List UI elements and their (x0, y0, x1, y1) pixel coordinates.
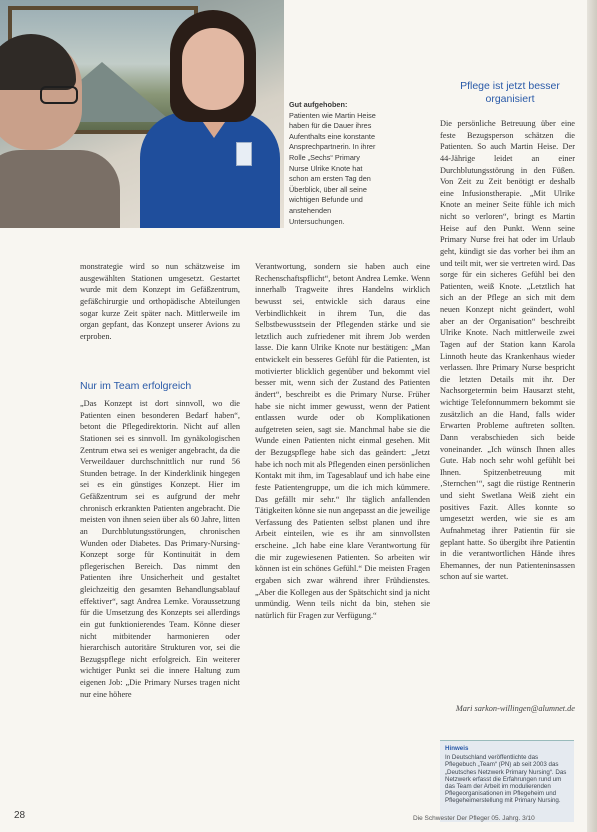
nurse-face (182, 28, 244, 110)
paragraph: Die persönliche Betreuung über eine feste Bezugsperson schätzen die Patienten. So auch Martin Heise. Der 44-Jährige leidet an einer Durchblutungsstörung in den Füßen. Von Zeit zu Zeit benötigt er deshalb eine Infusionstherapie. „Mit Ulrike Knote an meiner Seite fühle ich mich nicht so verloren“, bringt es Martin Heise auf den Punkt. Wenn seine Primary Nurse frei hat oder im Urlaub geht, kündigt sie das vorher bei ihm an und teilt mit, wer sie vertreten wird. Das sorge für ein sicheres Gefühl bei den Patienten, weiß Knote. „Letztlich hat sich an der Pflege an sich mit dem neuen Konzept nicht geändert, wohl aber an der Organisation“ beschreibt Ulrike Knote. Nach mittlerweile zwei Tagen auf der Station kann Karola Linnoth heute das Krankenhaus wieder verlassen. Ihre Primary Nurse bespricht die letzten Details mit ihr. Der Nachsorgetermin beim Hausarzt steht, wichtige Telefonnummern bekommt sie zusätzlich an die Hand, falls wider Erwarten Probleme auftreten sollten. Dann verabschieden sich beide voneinander. „Ich wünsch Ihnen alles Gute. Hab noch sehr wohl gefühlt bei Ihnen. Spitzenbetreuung mit ‚Sternchen‘“, sagt die rüstige Rentnerin und sieht Swetlana Weiß zieht ein positives Fazit. Alles konnte so umgesetzt werden, wie sie es am Aufnahmetag ihrer Patientin für sie geplant hatte. So übergibt ihre Patientin in die verantwortlichen Hände ihres Ehemannes, der nun Patienteninsassen schon auf sie wartet. (440, 119, 575, 582)
column-1-body (80, 398, 240, 700)
section-heading-right: Pflege ist jetzt besser organisiert (460, 80, 560, 105)
paragraph: Verantwortung, sondern sie haben auch eine Rechenschaftspflicht“, betont Andrea Lemke. Wenn innerhalb Tragweite ihres Handelns wirklich bewusst sei, entwickle sich daraus eine Verbindlichkeit in ihrem Tun, die das Selbstbewusstsein der Pflegenden stärke und sie letztlich auch zufriedener mit ihrem Job werden lasse. Die kann Ulrike Knote nur bestätigen: „Man entwickelt ein besseres Gefühl für die Patienten, ist motivierter blicklich gegenüber und bekommt viel besser mit, wenn sich der Zustand des Patienten ändert“, beschreibt es die Primary Nurse. Früher habe sie nicht immer gewusst, wenn der Patient entlassen wurde oder ob Komplikationen aufgetreten seien, sagt sie. Manchmal habe sie die Wunde einen Patienten nicht einmal gesehen. Mit der Bezugspflege habe sich das geändert: „Jetzt habe ich noch mit als Pflegenden einen persönlichen Kontakt mit ihm, im Tagesablauf und ich habe eine feste Patientengruppe, um die ich mich kümmere. Das gefällt mir sehr.“ Ihr täglich anfallenden Tätigkeiten könne sie nun angepasst an die jeweilige Verfassung des Patienten selbst planen und ihre Arbeit einteilen, wie es ihr am sinnvollsten erscheine. „Ich habe eine klare Verantwortung für die mir zugewiesenen Patienten. So arbeiten wir können ist ein schönes Gefühl.“ Die meisten Fragen ergaben sich zwar während ihrer Frühdienstes. „Aber die Kollegen aus der Spätschicht sind ja nicht unmündig. Wenn teils nicht da bin, stehen sie natürlich für Fragen zur Verfügung.“ (255, 262, 430, 620)
section-heading-left: Nur im Team erfolgreich (80, 380, 192, 392)
info-box-title: Hinweis (445, 745, 469, 752)
caption-title: Gut aufgehoben: (289, 100, 348, 109)
info-box-text: In Deutschland veröffentlichte das Pflegebuch „Team“ (PN) ab seit 2003 das „Deutsches Netzwerk Primary Nursing“. Das Netzwerk erfasst die Erfahrungen rund um das Team der Arbeit im modulierenden Pflegeorganisationen im Pflegeheim und Pflegeheimerstellung mit Primary Nursing. (445, 754, 567, 805)
column-1-intro (80, 261, 240, 342)
nurse-badge (236, 142, 252, 166)
patient-glasses (40, 86, 78, 104)
column-2 (255, 261, 430, 621)
author-byline: Mari sarkon-willingen@alumnet.de (455, 704, 575, 713)
column-3 (440, 118, 575, 583)
patient-figure (0, 150, 120, 228)
page-spine-shadow (587, 0, 597, 832)
info-box (440, 740, 574, 822)
paragraph: monstrategie wird so nun schätzweise im ausgewählten Stationen umgesetzt. Gestartet wurde mit dem Konzept im Gefäßzentrum, gefäßchirurgie und orthopädische Abteilungen sogar kurze Zeit später nach. Mittlerweile im organ gepfant, das Konzept unserer Avions zu erproben. (80, 262, 240, 341)
photo-caption (289, 100, 381, 227)
paragraph: „Das Konzept ist dort sinnvoll, wo die Patienten einen besonderen Bedarf haben“, betont die Pflegedirektorin. Nicht auf allen Stationen sei es sinnvoll. Im gynäkologischen Zentrum etwa sei es weniger angebracht, da die Verweildauer durchschnittlich nur rund 56 Stunden betrage. In der Kinderklinik hingegen sei es ein günstiges Konzept. Hier im Gefäßzentrum sei es aufgrund der mehr chronisch erkrankten Patienten angebracht. Die meisten von ihnen seien über als 60 Jahre, litten an Durchblutungsstörungen, chronischen Wunden oder Diabetes. Das Primary-Nursing-Konzept sorge für Kontinuität in dem pflegerischen Bereich. Das nimmt den Patienten ihre Unsicherheit und gestaltet gleichzeitig den gesamten Behandlungsablauf effektiver“, sagt Andrea Lemke. Voraussetzung für die Umsetzung des Konzepts sei allerdings ein gut funktionierendes Team. Könne dieser nicht mitbitender harmonieren oder hierarchisch autoritäre Strukturen vor, sei die Bezugspflege nicht erfolgreich. Ein weiterer wichtiger Punkt sei die innere Haltung zum eigenen Job: „Die Primary Nurses tragen nicht nur eine höhere (80, 399, 240, 699)
page-footer: Die Schwester Der Pfleger 05. Jahrg. 3/10 (413, 815, 535, 822)
caption-text: Patienten wie Martin Heise haben für die Dauer ihres Aufenthalts eine konstante Ansprechpartnerin. In ihrer Rolle „Sechs“ Primary Nurse Ulrike Knote hat schon am ersten Tag den Überblick, über all seine wichtigen Befunde und anstehenden Untersuchungen. (289, 110, 376, 226)
article-photo (0, 0, 284, 228)
page-number: 28 (14, 810, 26, 821)
